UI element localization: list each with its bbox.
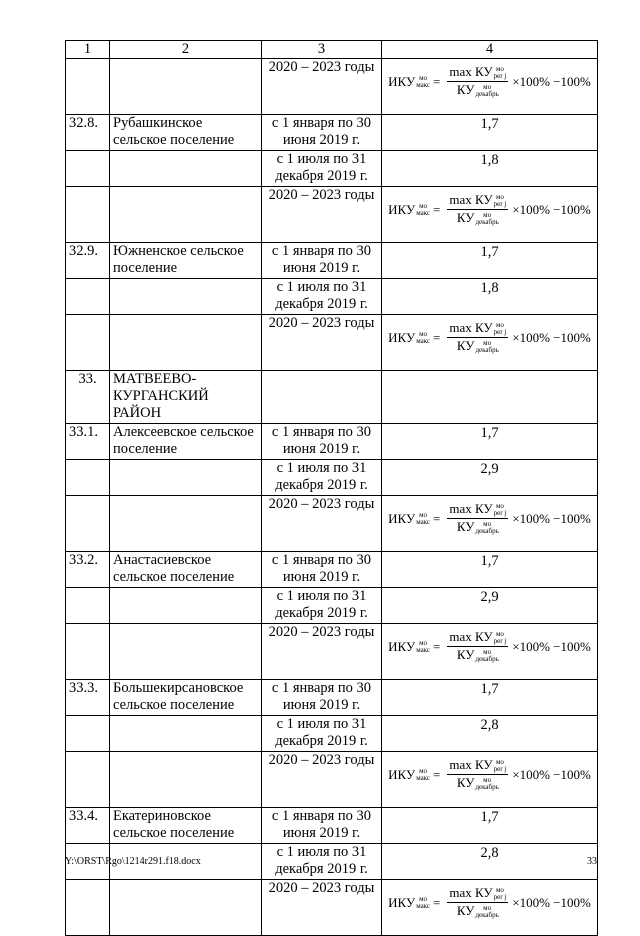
page-number: 33 xyxy=(587,856,597,867)
municipality-name: Анастасиевское сельское поселение xyxy=(110,552,262,588)
formula-num-sup: мо xyxy=(495,65,504,74)
value-cell xyxy=(382,115,598,151)
formula-numerator: max КУ xyxy=(449,320,493,335)
municipality-name: Алексеевское сельское поселение xyxy=(110,424,262,460)
formula-lhs-sup: мо xyxy=(419,894,428,903)
header-cell: 3 xyxy=(262,41,382,59)
formula-fraction xyxy=(447,886,508,919)
formula-den-sub: декабрь xyxy=(475,655,499,664)
formula-den-sup: мо xyxy=(483,211,492,220)
row-number: 33.4. xyxy=(66,808,110,844)
formula-tail: ×100% −100% xyxy=(512,330,591,346)
header-cell: 1 xyxy=(66,41,110,59)
row-number xyxy=(66,624,110,680)
period-cell: 2020 – 2023 годы xyxy=(262,187,382,243)
formula-eq: = xyxy=(433,330,441,346)
formula-num-sub: per j xyxy=(493,509,507,518)
value-cell xyxy=(382,424,598,460)
formula-fraction xyxy=(447,630,508,663)
coefficient-value: 2,8 xyxy=(480,717,499,733)
row-number: 32.8. xyxy=(66,115,110,151)
formula-den-sub: декабрь xyxy=(475,218,499,227)
row-number xyxy=(66,279,110,315)
formula-num-sub: per j xyxy=(493,200,507,209)
value-cell xyxy=(382,680,598,716)
formula-lhs-sub: макс xyxy=(416,208,431,217)
coefficient-value: 1,7 xyxy=(480,809,499,825)
tariff-table xyxy=(65,40,598,936)
table-row xyxy=(66,680,598,716)
formula-tail: ×100% −100% xyxy=(512,767,591,783)
table-row xyxy=(66,115,598,151)
formula-lhs-sup: мо xyxy=(419,638,428,647)
value-cell xyxy=(382,552,598,588)
formula-den-sub: декабрь xyxy=(475,346,499,355)
coefficient-value: 2,9 xyxy=(480,461,499,477)
formula-denominator: КУ xyxy=(456,775,475,791)
period-cell: с 1 июля по 31 декабря 2019 г. xyxy=(262,279,382,315)
period-cell: 2020 – 2023 годы xyxy=(262,880,382,936)
period-cell: с 1 июля по 31 декабря 2019 г. xyxy=(262,844,382,880)
period-cell: с 1 января по 30 июня 2019 г. xyxy=(262,115,382,151)
formula-lhs: ИКУ xyxy=(388,202,416,218)
row-number xyxy=(66,315,110,371)
coefficient-value: 2,8 xyxy=(480,845,499,861)
value-cell xyxy=(382,496,598,552)
header-row xyxy=(66,41,598,59)
formula-lhs-sub: макс xyxy=(416,901,431,910)
value-cell xyxy=(382,187,598,243)
table-row xyxy=(66,279,598,315)
table-row xyxy=(66,187,598,243)
formula-den-sup: мо xyxy=(483,776,492,785)
period-cell: с 1 января по 30 июня 2019 г. xyxy=(262,243,382,279)
formula-num-sup: мо xyxy=(495,886,504,895)
value-cell xyxy=(382,371,598,424)
municipality-name xyxy=(110,496,262,552)
formula-den-sub: декабрь xyxy=(475,527,499,536)
formula-eq: = xyxy=(433,511,441,527)
formula-numerator: max КУ xyxy=(449,192,493,207)
formula-num-sup: мо xyxy=(495,630,504,639)
municipality-name xyxy=(110,716,262,752)
index-formula xyxy=(388,630,591,663)
header-cell: 2 xyxy=(110,41,262,59)
formula-den-sup: мо xyxy=(483,648,492,657)
formula-den-sub: декабрь xyxy=(475,911,499,920)
coefficient-value: 1,7 xyxy=(480,553,499,569)
formula-lhs-sup: мо xyxy=(419,329,428,338)
table-row xyxy=(66,59,598,115)
row-number xyxy=(66,880,110,936)
table-row xyxy=(66,151,598,187)
value-cell xyxy=(382,808,598,844)
period-cell: 2020 – 2023 годы xyxy=(262,315,382,371)
formula-eq: = xyxy=(433,895,441,911)
formula-eq: = xyxy=(433,202,441,218)
coefficient-value: 2,9 xyxy=(480,589,499,605)
municipality-name xyxy=(110,279,262,315)
formula-denominator: КУ xyxy=(456,519,475,535)
formula-num-sup: мо xyxy=(495,193,504,202)
value-cell xyxy=(382,243,598,279)
formula-eq: = xyxy=(433,767,441,783)
period-cell: 2020 – 2023 годы xyxy=(262,496,382,552)
formula-den-sub: декабрь xyxy=(475,90,499,99)
period-cell: с 1 января по 30 июня 2019 г. xyxy=(262,808,382,844)
formula-tail: ×100% −100% xyxy=(512,511,591,527)
formula-tail: ×100% −100% xyxy=(512,202,591,218)
coefficient-value: 1,8 xyxy=(480,280,499,296)
header-cell: 4 xyxy=(382,41,598,59)
table-row xyxy=(66,315,598,371)
row-number xyxy=(66,151,110,187)
formula-lhs-sup: мо xyxy=(419,73,428,82)
formula-lhs: ИКУ xyxy=(388,511,416,527)
formula-fraction xyxy=(447,193,508,226)
table-row xyxy=(66,624,598,680)
formula-lhs-sub: макс xyxy=(416,517,431,526)
municipality-name xyxy=(110,624,262,680)
formula-numerator: max КУ xyxy=(449,629,493,644)
table-row xyxy=(66,371,598,424)
municipality-name xyxy=(110,59,262,115)
formula-eq: = xyxy=(433,74,441,90)
table-row xyxy=(66,588,598,624)
formula-denominator: КУ xyxy=(456,82,475,98)
formula-lhs-sub: макс xyxy=(416,645,431,654)
row-number xyxy=(66,716,110,752)
value-cell xyxy=(382,59,598,115)
coefficient-value: 1,7 xyxy=(480,681,499,697)
formula-den-sup: мо xyxy=(483,83,492,92)
formula-lhs-sup: мо xyxy=(419,510,428,519)
formula-num-sub: per j xyxy=(493,328,507,337)
formula-eq: = xyxy=(433,639,441,655)
formula-lhs: ИКУ xyxy=(388,639,416,655)
coefficient-value: 1,7 xyxy=(480,116,499,132)
formula-lhs-sub: макс xyxy=(416,336,431,345)
row-number xyxy=(66,496,110,552)
formula-den-sub: декабрь xyxy=(475,783,499,792)
formula-fraction xyxy=(447,65,508,98)
file-path: Y:\ORST\Rgo\1214r291.f18.docx xyxy=(65,856,201,867)
coefficient-value: 1,7 xyxy=(480,425,499,441)
table-row xyxy=(66,243,598,279)
table-row xyxy=(66,752,598,808)
formula-num-sup: мо xyxy=(495,321,504,330)
index-formula xyxy=(388,886,591,919)
municipality-name: Рубашкинское сельское поселение xyxy=(110,115,262,151)
municipality-name xyxy=(110,460,262,496)
index-formula xyxy=(388,193,591,226)
formula-num-sub: per j xyxy=(493,637,507,646)
value-cell xyxy=(382,315,598,371)
period-cell: с 1 января по 30 июня 2019 г. xyxy=(262,552,382,588)
period-cell: с 1 июля по 31 декабря 2019 г. xyxy=(262,460,382,496)
table-row xyxy=(66,552,598,588)
municipality-name xyxy=(110,187,262,243)
index-formula xyxy=(388,65,591,98)
page-footer xyxy=(65,856,597,867)
row-number xyxy=(66,460,110,496)
value-cell xyxy=(382,716,598,752)
row-number: 33.2. xyxy=(66,552,110,588)
formula-fraction xyxy=(447,321,508,354)
index-formula xyxy=(388,321,591,354)
value-cell xyxy=(382,151,598,187)
row-number xyxy=(66,187,110,243)
formula-lhs: ИКУ xyxy=(388,330,416,346)
municipality-name xyxy=(110,588,262,624)
period-cell: 2020 – 2023 годы xyxy=(262,752,382,808)
period-cell: с 1 июля по 31 декабря 2019 г. xyxy=(262,588,382,624)
period-cell: 2020 – 2023 годы xyxy=(262,624,382,680)
formula-lhs-sup: мо xyxy=(419,766,428,775)
formula-lhs-sub: макс xyxy=(416,773,431,782)
formula-fraction xyxy=(447,502,508,535)
period-cell: с 1 июля по 31 декабря 2019 г. xyxy=(262,716,382,752)
value-cell xyxy=(382,880,598,936)
table-row xyxy=(66,808,598,844)
formula-den-sup: мо xyxy=(483,520,492,529)
formula-lhs-sup: мо xyxy=(419,201,428,210)
formula-denominator: КУ xyxy=(456,903,475,919)
value-cell xyxy=(382,279,598,315)
formula-lhs: ИКУ xyxy=(388,895,416,911)
value-cell xyxy=(382,752,598,808)
period-cell: 2020 – 2023 годы xyxy=(262,59,382,115)
formula-numerator: max КУ xyxy=(449,501,493,516)
row-number xyxy=(66,752,110,808)
table-row xyxy=(66,460,598,496)
formula-num-sup: мо xyxy=(495,758,504,767)
formula-tail: ×100% −100% xyxy=(512,895,591,911)
municipality-name xyxy=(110,151,262,187)
index-formula xyxy=(388,502,591,535)
formula-num-sub: per j xyxy=(493,72,507,81)
table-row xyxy=(66,496,598,552)
formula-num-sup: мо xyxy=(495,502,504,511)
formula-tail: ×100% −100% xyxy=(512,74,591,90)
period-cell xyxy=(262,371,382,424)
period-cell: с 1 января по 30 июня 2019 г. xyxy=(262,424,382,460)
row-number: 33. xyxy=(66,371,110,424)
municipality-name: Большекирсановское сельское поселение xyxy=(110,680,262,716)
formula-num-sub: per j xyxy=(493,893,507,902)
municipality-name: МАТВЕЕВО-КУРГАНСКИЙ РАЙОН xyxy=(110,371,262,424)
formula-denominator: КУ xyxy=(456,338,475,354)
municipality-name: Южненское сельское поселение xyxy=(110,243,262,279)
value-cell xyxy=(382,624,598,680)
formula-numerator: max КУ xyxy=(449,885,493,900)
municipality-name: Екатериновское сельское поселение xyxy=(110,808,262,844)
value-cell xyxy=(382,588,598,624)
row-number: 32.9. xyxy=(66,243,110,279)
municipality-name xyxy=(110,752,262,808)
row-number xyxy=(66,59,110,115)
index-formula xyxy=(388,758,591,791)
formula-numerator: max КУ xyxy=(449,64,493,79)
formula-numerator: max КУ xyxy=(449,757,493,772)
formula-denominator: КУ xyxy=(456,210,475,226)
table-row xyxy=(66,716,598,752)
period-cell: с 1 января по 30 июня 2019 г. xyxy=(262,680,382,716)
table-row xyxy=(66,424,598,460)
formula-denominator: КУ xyxy=(456,647,475,663)
municipality-name xyxy=(110,880,262,936)
row-number: 33.1. xyxy=(66,424,110,460)
formula-fraction xyxy=(447,758,508,791)
coefficient-value: 1,8 xyxy=(480,152,499,168)
formula-num-sub: per j xyxy=(493,765,507,774)
formula-lhs: ИКУ xyxy=(388,74,416,90)
coefficient-value: 1,7 xyxy=(480,244,499,260)
value-cell xyxy=(382,460,598,496)
formula-lhs-sub: макс xyxy=(416,80,431,89)
period-cell: с 1 июля по 31 декабря 2019 г. xyxy=(262,151,382,187)
formula-tail: ×100% −100% xyxy=(512,639,591,655)
row-number: 33.3. xyxy=(66,680,110,716)
formula-den-sup: мо xyxy=(483,339,492,348)
formula-den-sup: мо xyxy=(483,904,492,913)
municipality-name xyxy=(110,315,262,371)
formula-lhs: ИКУ xyxy=(388,767,416,783)
row-number xyxy=(66,588,110,624)
table-row xyxy=(66,880,598,936)
